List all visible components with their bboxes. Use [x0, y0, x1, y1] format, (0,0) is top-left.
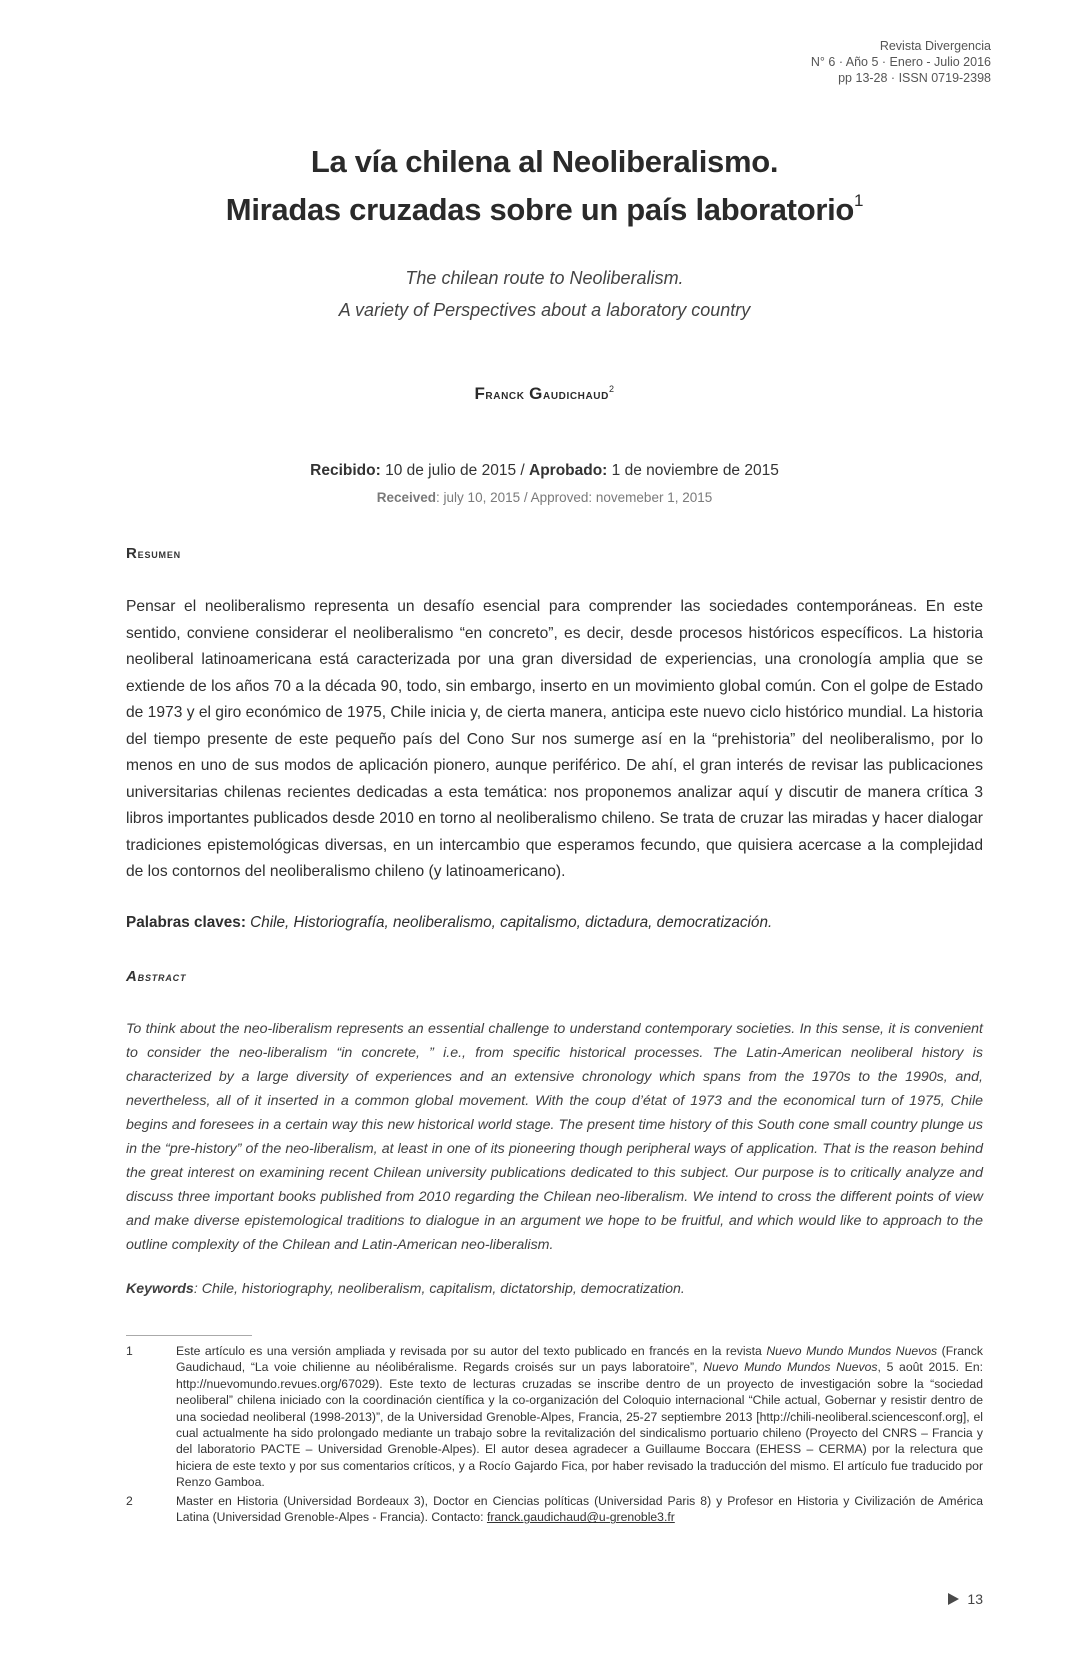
footnote-ref-1[interactable]: 1 [854, 191, 864, 210]
journal-name: Revista Divergencia [879, 39, 991, 53]
abstract-text: To think about the neo-liberalism represents an essential challenge to understand contemporary societies. In this sense, it is convenient to consider the neo-liberalism “in concrete, ” i.e., from specific historical processes. The Latin-American neoliberal history is characterized by a large diversity of experiences and an extensive chronology which spans from the 1970s to the 1990s, and, nevertheless, all of it inserted in a common global movement. With the coup d’état of 1973 and the economical turn of 1975, Chile begins and foresees in a certain way this new historical world stage. The present time history of this South cone small country plunge us in the “pre-history” of the neo-liberalism, at least in one of its pioneering though peripheral ways of application. That is the reason behind the great interest on examining recent Chilean university publications dedicated to this subject. Our purpose is to critically analyze and discuss three important books published from 2010 regarding the Chilean neo-liberalism. We intend to cross the different points of view and make diverse epistemological traditions to dialogue in an argument we hope to be fruitful, and which would like to approach to the outline complexity of the Chilean and Latin-American neo-liberalism. [126, 1021, 983, 1253]
english-title-line-2: A variety of Perspectives about a laboratory country [338, 300, 751, 320]
footnote-2 [126, 1493, 983, 1526]
english-title-line-1: The chilean route to Neoliberalism. [405, 268, 684, 288]
keywords-value: : Chile, historiography, neoliberalism, capitalism, dictatorship, democratization. [193, 1281, 685, 1297]
resumen-heading: Resumen [126, 545, 181, 562]
footnote-2-text: Master en Historia (Universidad Bordeaux 3), Doctor en Ciencias políticas (Universidad Paris 8) y Profesor en Historia y Civilización de América Latina (Universidad Grenoble-Alpes - Francia). Contacto: franck.gaudichaud@u-grenoble3.fr [176, 1494, 983, 1525]
received-date: 10 de julio de 2015 / [380, 462, 529, 479]
keywords [126, 1281, 983, 1297]
abstract-heading: Abstract [126, 968, 187, 985]
approved-date: 1 de noviembre de 2015 [607, 462, 779, 479]
palabras-claves-value: Chile, Historiografía, neoliberalismo, capitalismo, dictadura, democratización. [245, 914, 773, 931]
footnote-1-text: Este artículo es una versión ampliada y revisada por su autor del texto publicado en francés en la revista Nuevo Mundo Mundos Nuevos (Franck Gaudichaud, “La voie chilienne au néolibéralisme. Regards croisés sur un pays laboratoire”, Nuevo Mundo Mundos Nuevos, 5 août 2015. En: http://nuevomundo.revues.org/67029). Este texto de lecturas cruzadas se inscribe dentro de un proyecto de investigación sobre la “sociedad neoliberal” chilena iniciado con la coordinación científica y la co-organización del Coloquio internacional “Chile actual, Gobernar y resistir dentro de una sociedad neoliberal (1998-2013)”, de la Universidad Grenoble-Alpes, Francia, 25-27 septiembre 2013 [http://chili-neoliberal.sciencesconf.org], el cual actualmente ha sido prolongado mediante un trabajo sobre la revitalización del sindicalismo portuario chileno (Proyecto del CNRS – Francia y del laboratorio PACTE – Universidad Grenoble-Alpes). El autor desea agradecer a Guillaume Boccara (EHESS – CERMA) por la relectura que hiciera de este texto y por sus comentarios críticos, y a Rocío Gajardo Fica, por haber revisado la traducción del mismo. El artículo fue traducido por Renzo Gamboa. [176, 1344, 983, 1490]
triangle-right-icon [948, 1593, 959, 1605]
journal-issue: N° 6 · Año 5 · Enero - Julio 2016 [810, 55, 991, 69]
journal-pages-issn: pp 13-28 · ISSN 0719-2398 [838, 71, 991, 85]
received-label: Recibido: [310, 462, 381, 479]
palabras-claves-label: Palabras claves: [126, 914, 246, 931]
page-number [948, 1591, 983, 1607]
keywords-label: Keywords [126, 1281, 194, 1297]
palabras-claves [126, 914, 983, 932]
footnote-ref-2[interactable]: 2 [608, 384, 615, 394]
author-email-link[interactable]: franck.gaudichaud@u-grenoble3.fr [486, 1510, 675, 1525]
journal-header [811, 38, 991, 86]
received-label-en: Received [376, 490, 437, 505]
footnote-divider [126, 1335, 252, 1336]
english-title [0, 262, 1089, 326]
approved-label: Aprobado: [529, 462, 608, 479]
resumen-text: Pensar el neoliberalismo representa un desafío esencial para comprender las sociedades contemporáneas. En este sentido, conviene considerar el neoliberalismo “en concreto”, es decir, desde procesos históricos específicos. La historia neoliberal latinoamericana está caracterizada por una gran diversidad de experiencias, una cronología amplia que se extiende de los años 70 a la década 90, todo, sin embargo, inserto en un movimiento global común. Con el golpe de Estado de 1973 y el giro económico de 1975, Chile inicia y, de cierta manera, anticipa este nuevo ciclo histórico mundial. La historia del tiempo presente de este pequeño país del Cono Sur nos sumerge así en la “prehistoria” del neoliberalismo, por lo menos en uno de sus modos de aplicación pionero, aunque periférico. De ahí, el gran interés de revisar las publicaciones universitarias chilenas recientes dedicadas a esta temática: nos proponemos analizar aquí y discutir de manera crítica 3 libros importantes publicados desde 2010 en torno al neoliberalismo chileno. Se trata de cruzar las miradas y hacer dialogar tradiciones epistemológicas diversas, en un intercambio que esperamos fecundo, que quisiera acercase a la complejidad de los contornos del neoliberalismo chileno (y latinoamericano). [126, 598, 983, 880]
footnote-2-number: 2 [126, 1494, 133, 1508]
title-line-1: La vía chilena al Neoliberalismo. [310, 144, 779, 179]
footnote-1 [126, 1343, 983, 1491]
submission-dates [0, 462, 1089, 480]
author-name: Franck Gaudichaud$^2$ [474, 384, 615, 403]
dates-english-value: : july 10, 2015 / Approved: novemeber 1, 2015 [436, 490, 713, 505]
submission-dates-english [0, 490, 1089, 505]
article-title [0, 138, 1089, 234]
page-number-value: 13 [967, 1591, 983, 1607]
footnote-1-number: 1 [126, 1344, 133, 1358]
title-line-2: Miradas cruzadas sobre un país laboratorio$^1$ [225, 191, 864, 227]
